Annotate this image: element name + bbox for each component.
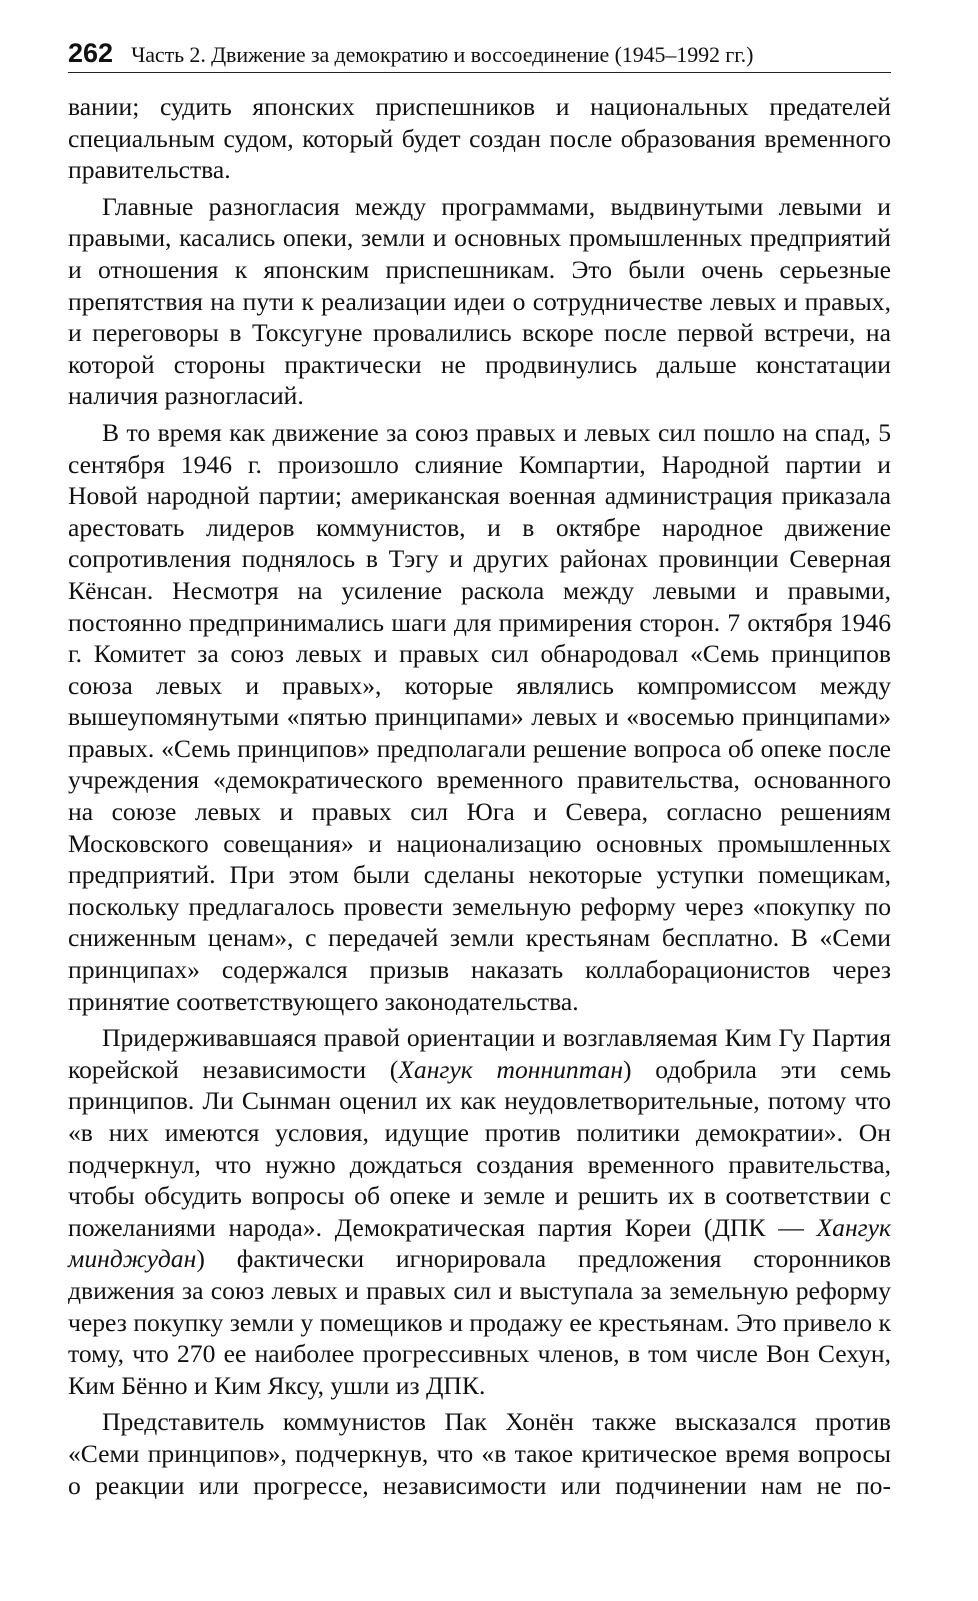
party-name-italic: Хангук тонниптан (398, 1054, 624, 1084)
dpk-name-italic: Хангук минджудан (68, 1212, 891, 1274)
running-header-title: Часть 2. Движение за демократию и воссоединение (1945–1992 гг.) (131, 42, 754, 67)
body-text (68, 91, 891, 1501)
paragraph-4-text-b: ) одобрила эти семь принципов. Ли Сынман оценил их как неудовлетворительные, потому что «в них имеются условия, идущие против политики демократии». Он подчеркнул, что нужно дождаться создания временного правительства, чтобы обсудить вопросы об опеке и земле и решить их в соответствии с пожеланиями народа». Демократическая партия Кореи (ДПК — (68, 1054, 892, 1242)
paragraph-4-text-c: ) фактически игнорировала предложения сторонников движения за союз левых и правых сил и выступала за земельную реформу через покупку земли у помещиков и продажу ее крестьянам. Это привело к тому, что 270 ее наиболее прогрессивных членов, в том числе Вон Сехун, Ким Бённо и Ким Яксу, ушли из ДПК. (68, 1244, 891, 1400)
book-page (68, 38, 891, 1501)
paragraph-2: Главные разногласия между программами, выдвинутыми левыми и правыми, касались опеки, земли и основных промышленных предприятий и отношения к японским приспешникам. Это были очень серьезные препятствия на пути к реализации идеи о сотрудничестве левых и правых, и переговоры в Токсугуне провалились вскоре после первой встречи, на которой стороны практически не продвинулись дальше констатации наличия разногласий. (68, 191, 891, 411)
paragraph-5: Представитель коммунистов Пак Хонён также высказался против «Семи принципов», подчеркнув, что «в такое критическое время вопросы о реакции или прогрессе, независимости или подчинении нам не по- (68, 1407, 891, 1500)
paragraph-4 (68, 1022, 891, 1401)
running-header (68, 38, 891, 73)
paragraph-3: В то время как движение за союз правых и левых сил пошло на спад, 5 сентября 1946 г. произошло слияние Компартии, Народной партии и Новой народной партии; американская военная администрация приказала арестовать лидеров коммунистов, и в октябре народное движение сопротивления поднялось в Тэгу и других районах провинции Северная Кёнсан. Несмотря на усиление раскола между левыми и правыми, постоянно предпринимались шаги для примирения сторон. 7 октября 1946 г. Комитет за союз левых и правых сил обнародовал «Семь принципов союза левых и правых», которые являлись компромиссом между вышеупомянутыми «пятью принципами» левых и «восемью принципами» правых. «Семь принципов» предполагали решение вопроса об опеке после учреждения «демократического временного правительства, основанного на союзе левых и правых сил Юга и Севера, согласно решениям Московского совещания» и национализацию основных промышленных предприятий. При этом были сделаны некоторые уступки помещикам, поскольку предлагалось провести земельную реформу через «покупку по сниженным ценам», с передачей земли крестьянам бесплатно. В «Семи принципах» содержался призыв наказать коллаборационистов через принятие соответствующего законодательства. (68, 417, 891, 1016)
paragraph-4-text-a: Придерживавшаяся правой ориентации и возглавляемая Ким Гу Партия корейской независимости ( (68, 1023, 891, 1084)
page-number: 262 (68, 38, 114, 68)
paragraph-1: вании; судить японских приспешников и национальных предателей специальным судом, который будет создан после образования временного правительства. (68, 92, 891, 185)
